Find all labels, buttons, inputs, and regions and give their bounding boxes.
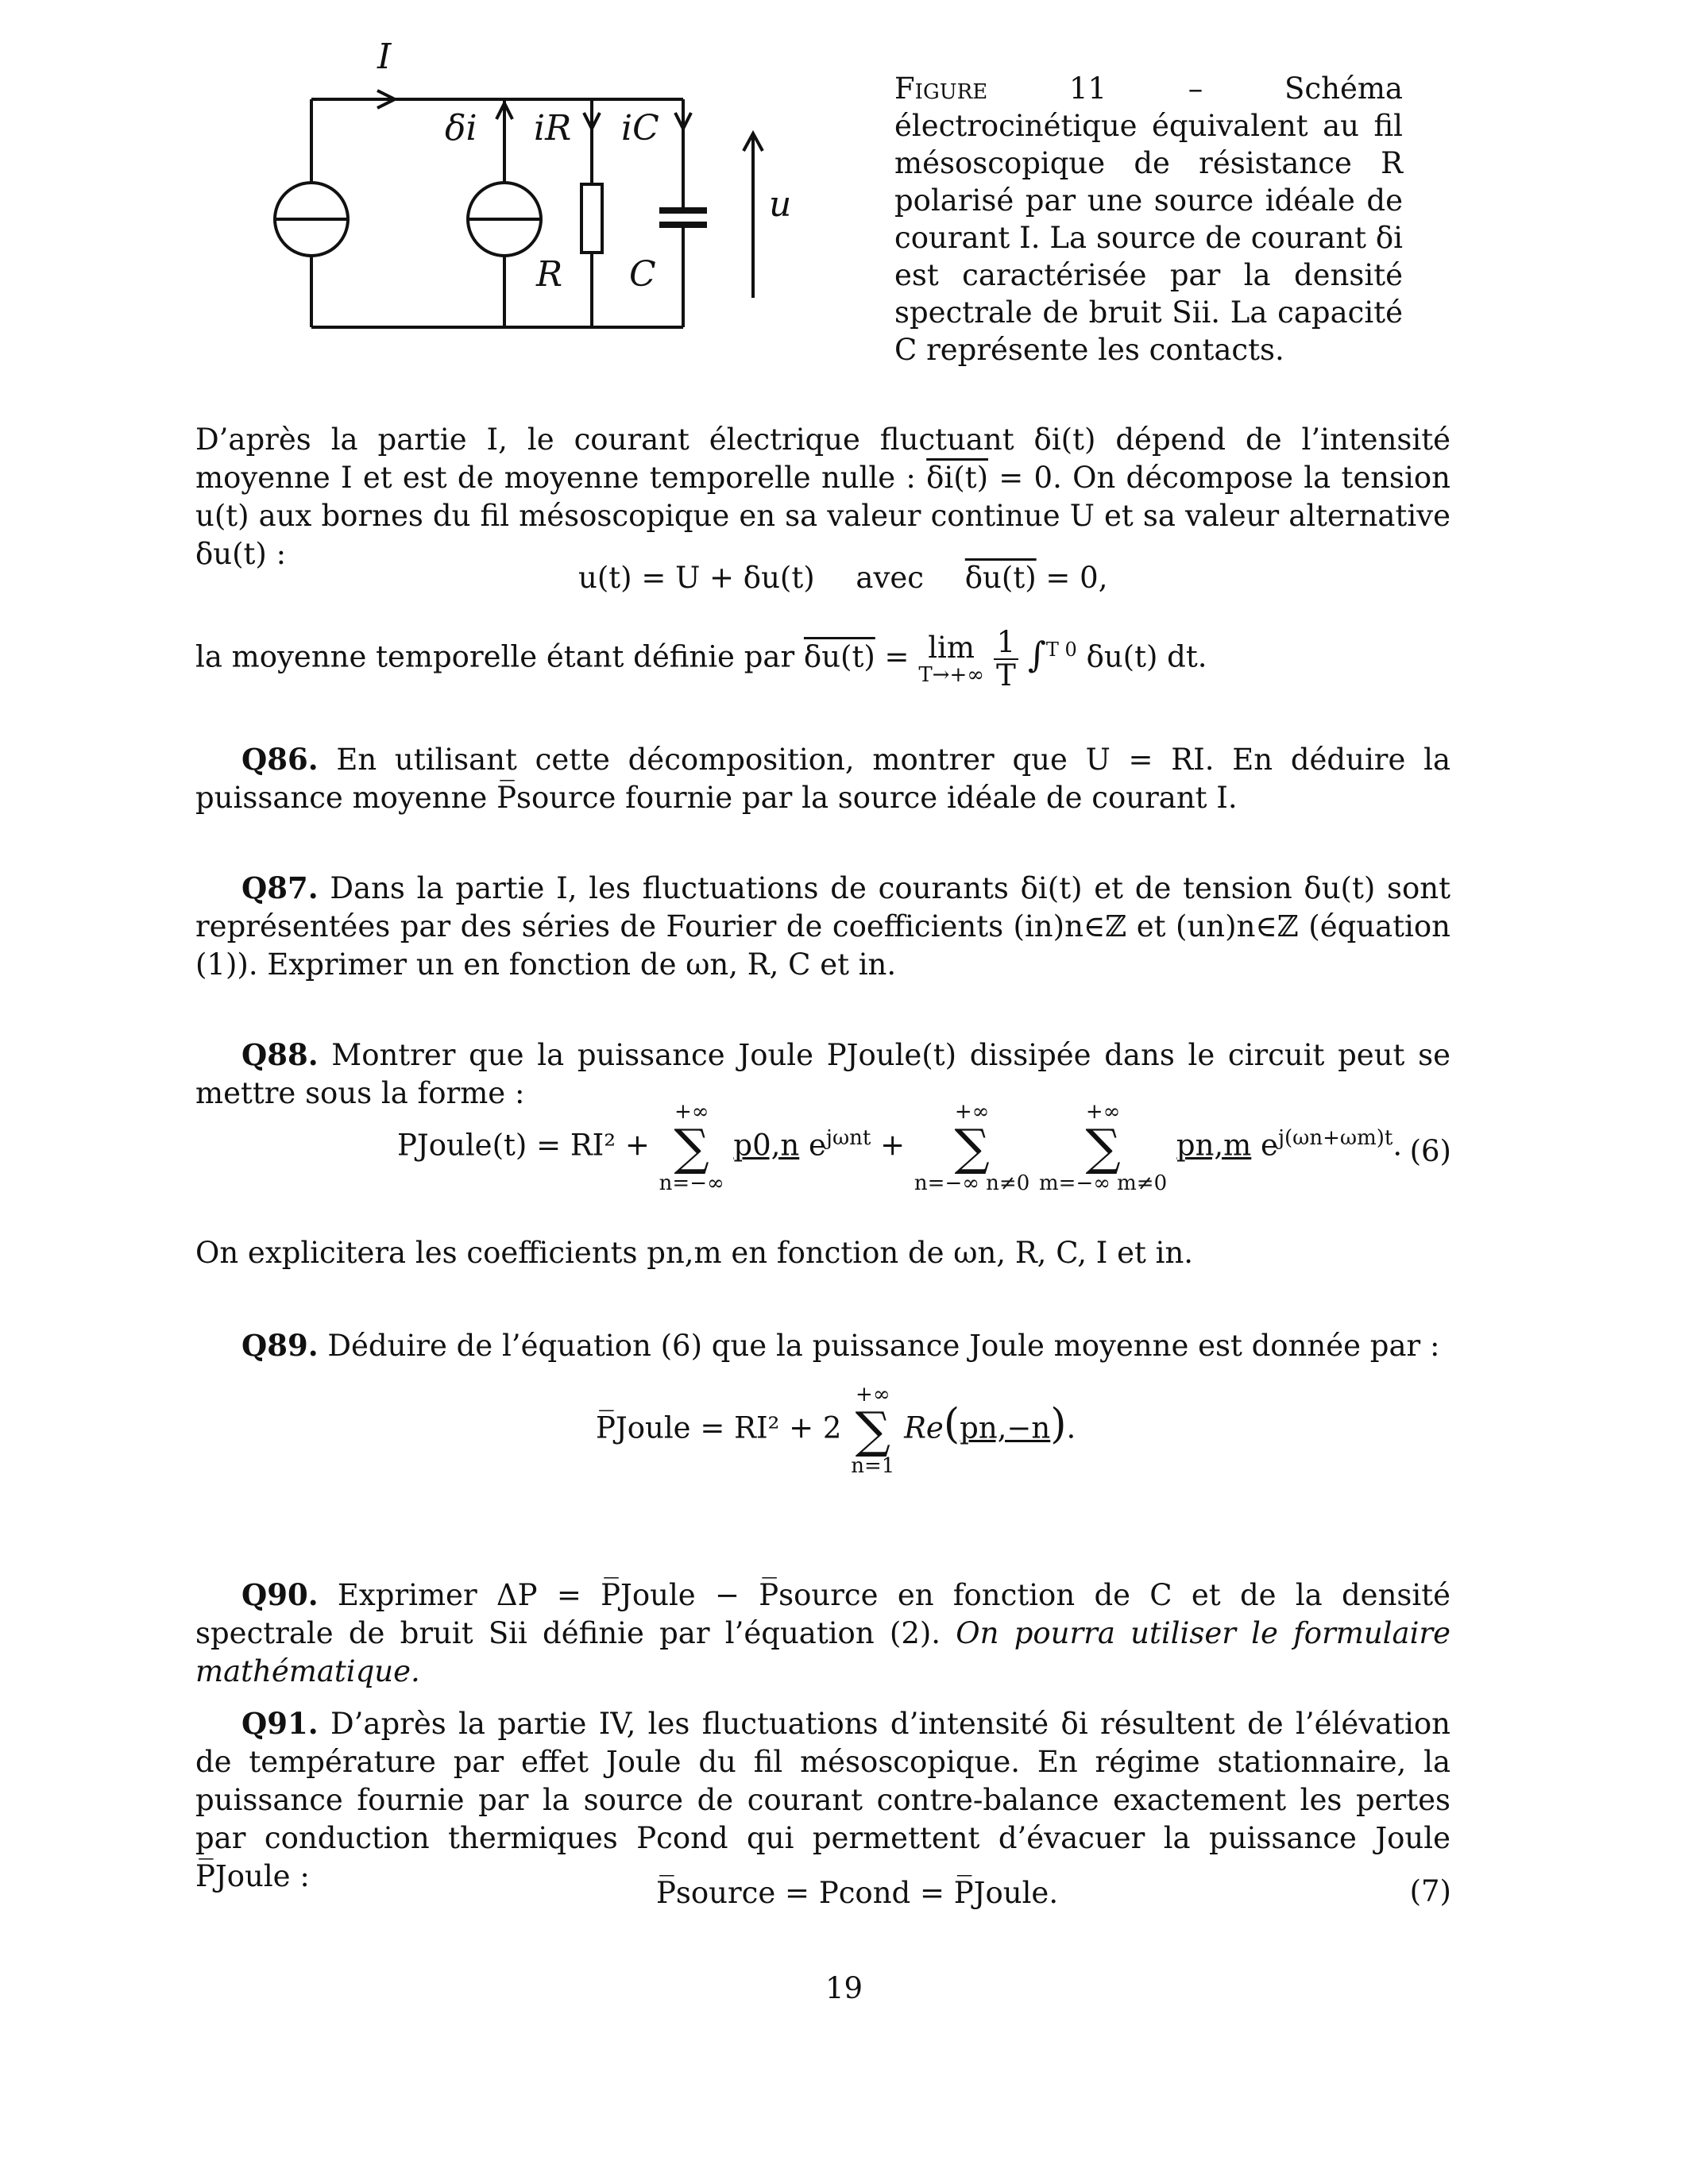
limit-word: lim (928, 630, 975, 665)
q90-text: Exprimer ΔP = P̅Joule − P̅source en fonction de C et de la densité spectrale de bruit Sii définie par l’équation (2). (195, 1578, 1450, 1650)
question-90 (195, 1576, 1450, 1691)
label-i-R: iR (534, 108, 572, 149)
q90-label: Q90. (241, 1577, 319, 1612)
sum2-bot: n=−∞ n≠0 (914, 1171, 1030, 1195)
q91-text: D’après la partie IV, les fluctuations d’intensité δi résultent de l’élévation de température par effet Joule du fil mésoscopique. En régime stationnaire, la puissance fournie par la source de courant contre-balance exactement les pertes par conduction thermiques Pcond qui permettent d’évacuer la puissance Joule P̅Joule : (195, 1707, 1450, 1893)
limit-sub: T→+∞ (918, 662, 984, 687)
q88-label: Q88. (241, 1037, 319, 1072)
label-R: R (536, 254, 563, 295)
sum-n1-bot: n=1 (851, 1454, 895, 1478)
equation-decomposition (578, 559, 1107, 597)
eq-mean-term: pn,−n (960, 1410, 1051, 1445)
eq6-exp1: e (809, 1128, 826, 1163)
eq1-overline: δu(t) (964, 561, 1037, 595)
fraction-1-over-T (994, 624, 1019, 693)
caption-text: – Schéma électrocinétique équivalent au fil mésoscopique de résistance R polarisé par une source idéale de courant I. La source de courant δi est caractérisée par la densité spectrale de bruit Sii. La capacité C représente les contacts. (894, 71, 1403, 367)
label-C: C (629, 254, 656, 295)
intro-overline-di: δi(t) (926, 461, 989, 495)
sum1-top: +∞ (674, 1100, 709, 1124)
avg-text: la moyenne temporelle étant définie par (195, 639, 804, 674)
eq6-plus: + (871, 1128, 914, 1163)
integral-sign: ∫ (1027, 635, 1046, 676)
question-87 (195, 869, 1450, 984)
circuit-diagram (262, 32, 818, 349)
eq-mean-left: P̅Joule = RI² + 2 (596, 1410, 842, 1445)
q86-label: Q86. (241, 742, 319, 777)
intro-paragraph (195, 421, 1450, 573)
eq1-left: u(t) = U + δu(t) (578, 561, 815, 595)
q86-text: En utilisant cette décomposition, montrer que U = RI. En déduire la puissance moyenne P̅source fournie par la source idéale de courant I. (195, 743, 1450, 815)
question-89 (195, 1326, 1450, 1365)
equation-6 (397, 1101, 1402, 1194)
q88-followup: On explicitera les coefficients pn,m en fonction de ωn, R, C, I et in. (195, 1236, 1194, 1270)
eq6-exp1-sup: jωnt (825, 1126, 871, 1151)
eq6-end: . (1393, 1128, 1403, 1163)
eq6-term2: pn,m (1176, 1128, 1252, 1163)
sum-m-nonzero: +∞ ∑ m=−∞ m≠0 (1039, 1100, 1168, 1195)
sum-n: +∞ ∑ n=−∞ (659, 1100, 724, 1195)
equation-7: P̅source = Pcond = P̅Joule. (656, 1876, 1059, 1910)
sum1-bot: n=−∞ (659, 1171, 724, 1195)
q90-italic: On pourra utiliser le formulaire mathématique. (195, 1616, 1450, 1688)
page-number: 19 (825, 1971, 863, 2005)
q88-text: Montrer que la puissance Joule PJoule(t) dissipée dans le circuit peut se mettre sous la forme : (195, 1038, 1450, 1110)
integral-limits: T 0 (1045, 639, 1077, 661)
frac-den: T (996, 658, 1016, 693)
label-i-C: iC (621, 108, 659, 149)
q87-label: Q87. (241, 870, 319, 905)
q89-text: Déduire de l’équation (6) que la puissance Joule moyenne est donnée par : (318, 1329, 1440, 1363)
sum3-top: +∞ (1085, 1100, 1121, 1124)
eq6-exp2-sup: j(ωn+ωm)t (1277, 1126, 1393, 1151)
sum-n-nonzero: +∞ ∑ n=−∞ n≠0 (914, 1100, 1030, 1195)
label-delta-i: δi (445, 108, 477, 149)
question-86 (195, 740, 1450, 817)
frac-num: 1 (994, 627, 1019, 660)
sum-n1-top: +∞ (856, 1383, 890, 1406)
equation-time-average (195, 626, 1207, 692)
q91-label: Q91. (241, 1706, 319, 1741)
equation-mean-joule: P̅Joule = RI² + 2 +∞ ∑ n=1 Re(pn,−n). (596, 1383, 1076, 1478)
intro-text-a: D’après la partie I, le courant électrique fluctuant δi(t) dépend de l’intensité moyenne I et est de moyenne temporelle nulle : (195, 423, 1450, 495)
real-part: Re (904, 1410, 944, 1445)
caption-label: Figure 11 (894, 71, 1107, 106)
q89-label: Q89. (241, 1328, 319, 1363)
integrand: δu(t) dt. (1076, 639, 1207, 674)
label-u: u (769, 184, 792, 225)
sum2-top: +∞ (954, 1100, 990, 1124)
equation-number-7: (7) (1409, 1874, 1451, 1908)
sum-n1: +∞ ∑ n=1 (851, 1383, 895, 1478)
eq6-term1: p0,n (733, 1128, 800, 1163)
label-I: I (377, 37, 392, 77)
sum3-bot: m=−∞ m≠0 (1039, 1171, 1168, 1195)
q87-text: Dans la partie I, les fluctuations de courants δi(t) et de tension δu(t) sont représentées par des séries de Fourier de coefficients (in)n∈ℤ et (un)n∈ℤ (équation (1)). Exprimer un en fonction de ωn, R, C et in. (195, 871, 1450, 982)
eq1-mid: avec (856, 561, 925, 595)
eq6-left: PJoule(t) = RI² + (397, 1128, 659, 1163)
question-91 (195, 1704, 1450, 1896)
limit (918, 632, 984, 686)
intro-text-b: = 0. On décompose la tension u(t) aux bornes du fil mésoscopique en sa valeur continue U et sa valeur alternative δu(t) : (195, 461, 1450, 571)
eq1-right: = 0, (1036, 561, 1108, 595)
eq6-exp2: e (1261, 1128, 1278, 1163)
eq-mean-end: . (1066, 1410, 1076, 1445)
avg-overline: δu(t) (803, 639, 875, 674)
avg-eq: = (875, 639, 919, 674)
equation-number-6: (6) (1409, 1134, 1451, 1168)
figure-caption (894, 70, 1403, 369)
